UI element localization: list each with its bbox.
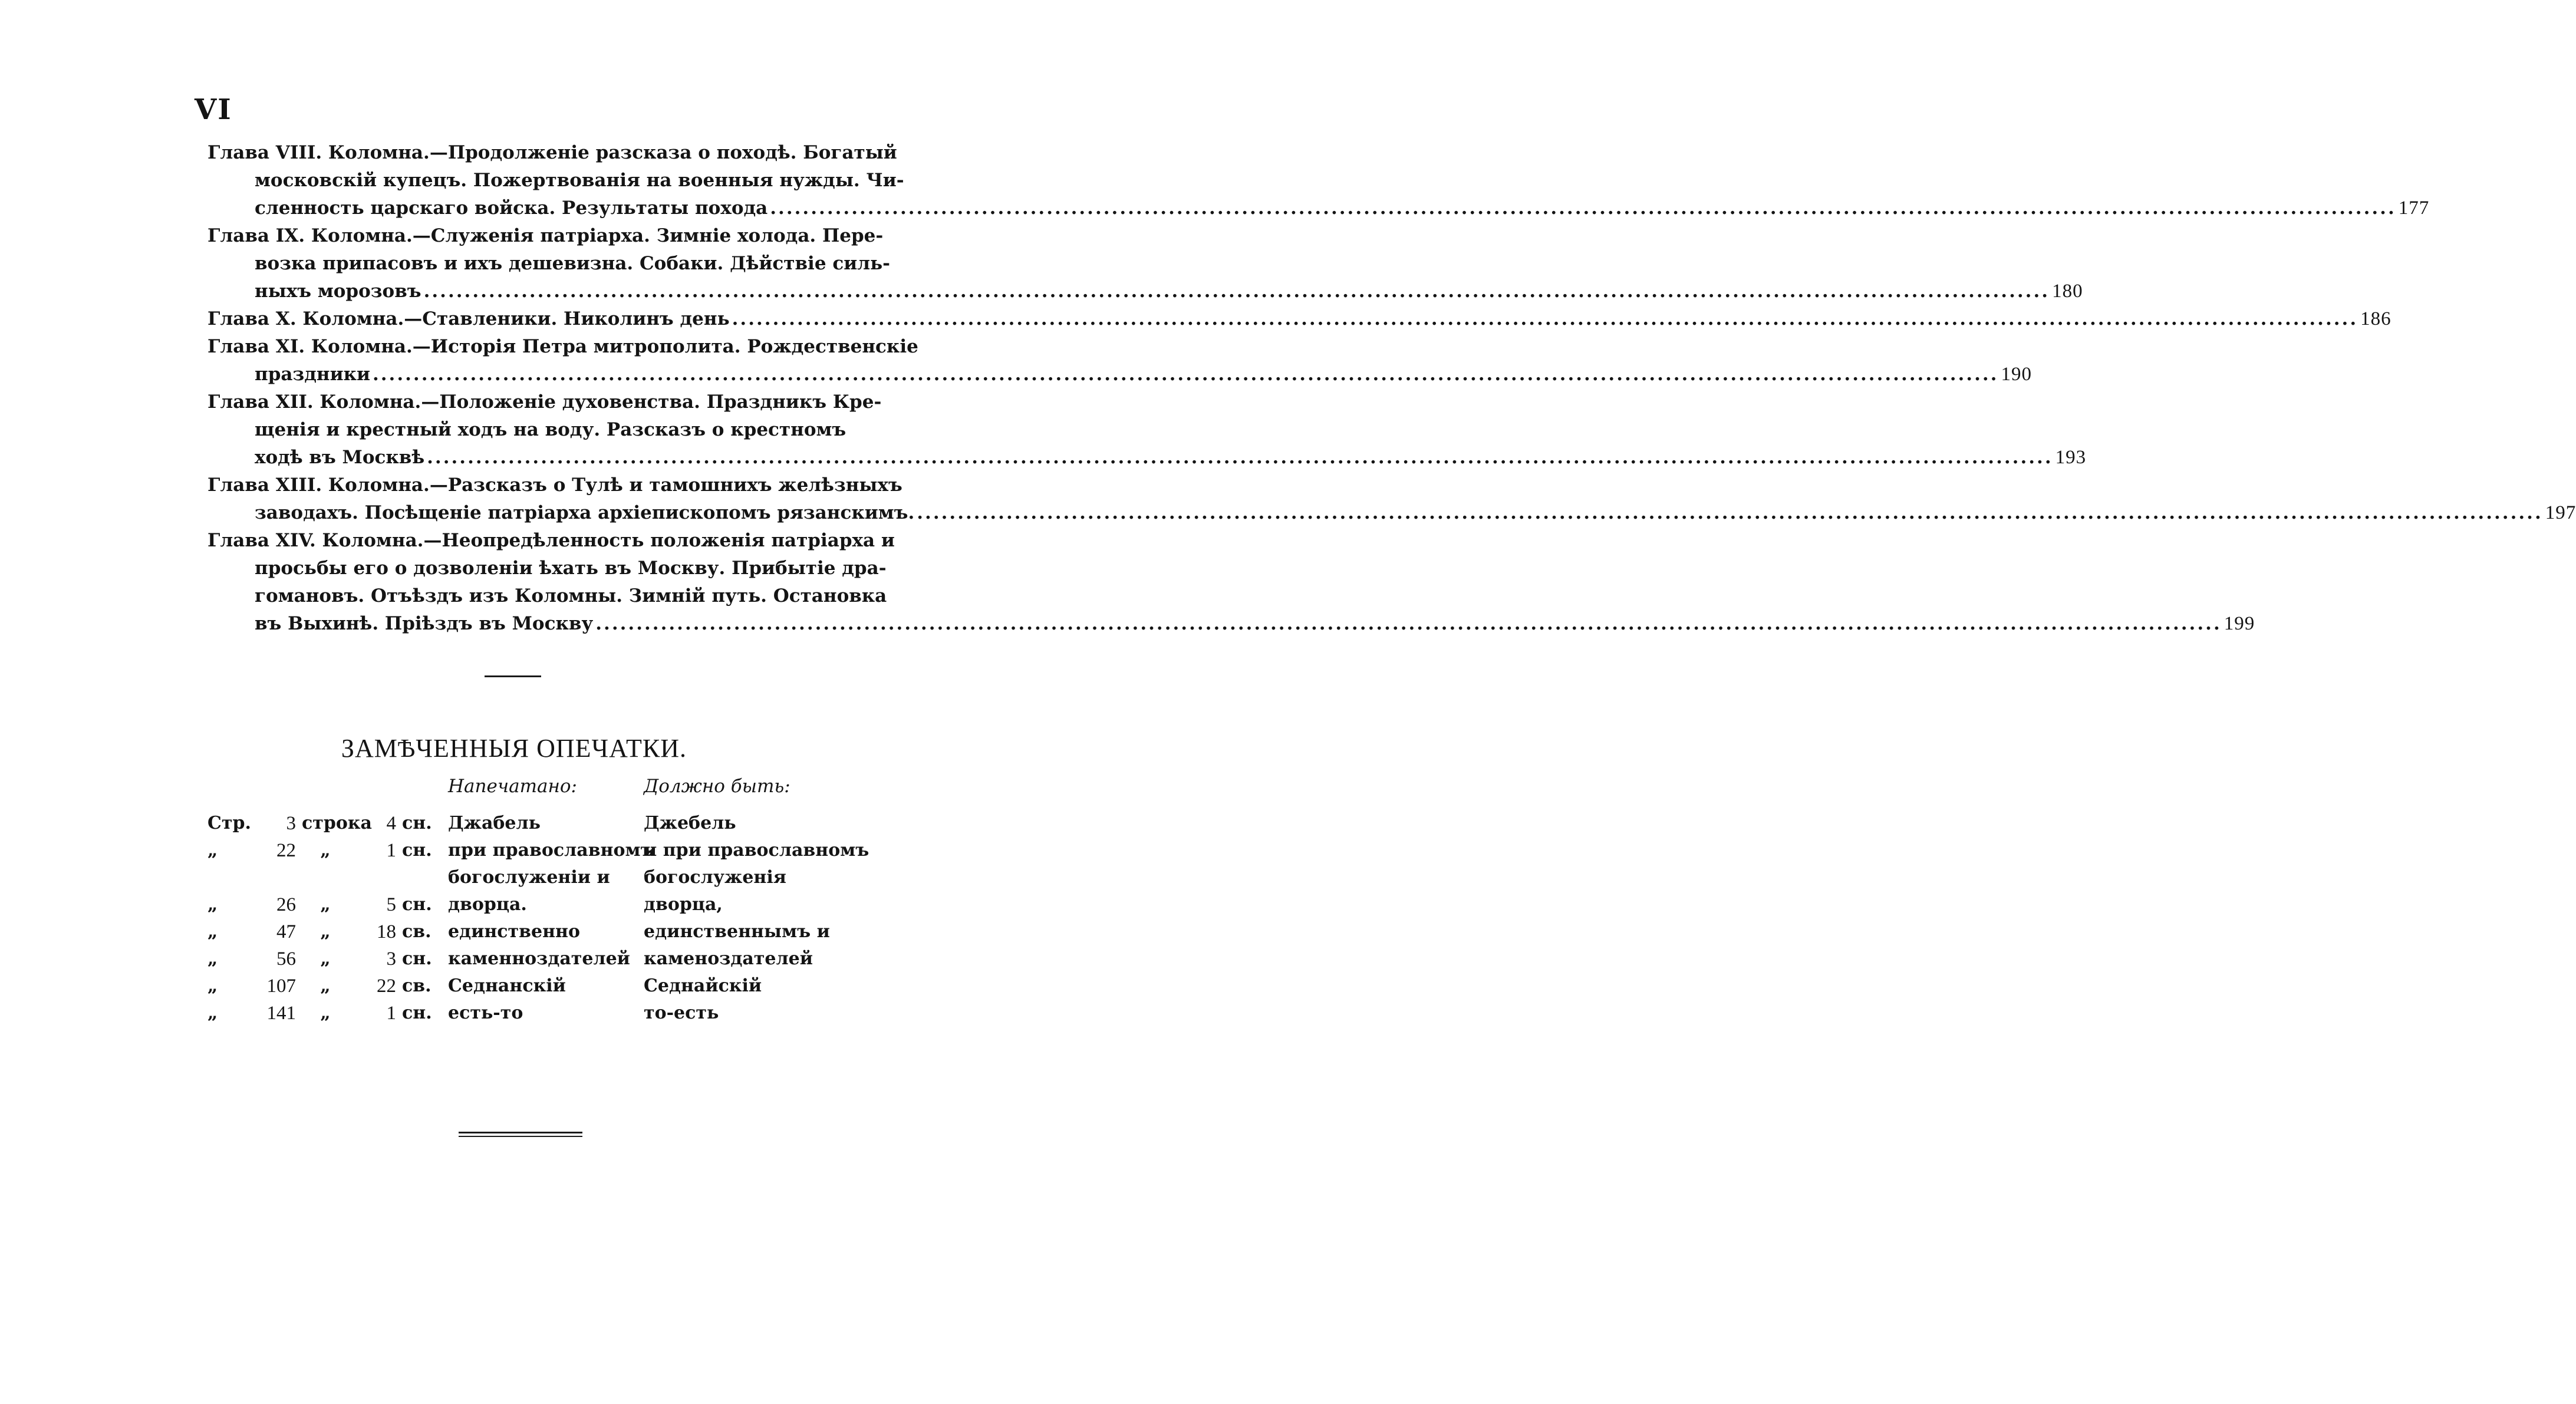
dot-leader: ........................................................................................................................................................................................................ [917, 502, 2543, 523]
toc-line [207, 527, 895, 555]
end-rule-bottom [459, 1136, 582, 1137]
toc-line-text: гомановъ. Отъѣздъ изъ Коломны. Зимній путь. Остановка [255, 585, 887, 607]
errata-correct: то-есть [644, 1003, 719, 1023]
toc-line-text: московскій купецъ. Пожертвованія на военныя нужды. Чи- [255, 170, 904, 191]
errata-table [207, 810, 869, 1027]
toc-entry [207, 388, 2087, 472]
errata-page: 107 [266, 975, 296, 997]
errata-dir: сн. [402, 948, 432, 969]
errata-printed: Седнанскій [448, 975, 566, 996]
errata-prefix: „ [207, 894, 218, 915]
toc-page-number: 190 [2001, 364, 2032, 385]
errata-correct: каменоздателей [644, 948, 813, 969]
errata-line: 5 [386, 894, 396, 915]
toc-line-text: Глава XII. Коломна.—Положеніе духовенства. Праздникъ Кре- [207, 391, 882, 413]
toc-line-text: ныхъ морозовъ [255, 281, 421, 302]
toc-line-text: Глава VIII. Коломна.—Продолженіе разсказа о походѣ. Богатый [207, 142, 897, 163]
errata-row [207, 973, 844, 1000]
errata-printed: каменноздателей [448, 948, 630, 969]
toc-line [207, 195, 2430, 222]
toc-line-text: праздники [255, 364, 370, 385]
errata-word: „ [320, 921, 331, 942]
toc-line [207, 499, 2576, 527]
errata-line: 4 [386, 813, 396, 834]
toc-line-text: ходѣ въ Москвѣ [255, 447, 425, 468]
errata-prefix: „ [207, 975, 218, 996]
toc-line-text: щенія и крестный ходъ на воду. Разсказъ о крестномъ [255, 419, 846, 440]
toc-line-text: заводахъ. Посѣщеніе патріарха архіепископомъ рязанскимъ. [255, 502, 915, 523]
errata-prefix: „ [207, 840, 218, 861]
toc-page-number: 177 [2398, 197, 2430, 219]
errata-dir: сн. [402, 894, 432, 915]
toc-line [207, 582, 887, 610]
errata-correct: и при православномъ [644, 840, 869, 861]
table-of-contents [207, 139, 2576, 638]
errata-word: „ [320, 975, 331, 996]
errata-word: „ [320, 948, 331, 969]
errata-printed: богослуженіи и [448, 867, 610, 888]
toc-line [207, 444, 2087, 472]
errata-dir: сн. [402, 840, 432, 861]
toc-line-text: въ Выхинѣ. Пріѣздъ въ Москву [255, 613, 594, 634]
toc-line [207, 305, 2391, 333]
errata-page: 56 [276, 948, 296, 970]
errata-prefix: Стр. [207, 813, 251, 833]
toc-line [207, 555, 887, 582]
errata-page: 47 [276, 921, 296, 942]
toc-line [207, 278, 2083, 305]
errata-row [207, 864, 844, 891]
errata-prefix: „ [207, 921, 218, 942]
errata-printed: дворца. [448, 894, 527, 915]
section-divider [485, 675, 541, 677]
errata-dir: сн. [402, 1003, 432, 1023]
errata-line: 1 [386, 840, 396, 861]
toc-page-number: 197 [2545, 502, 2576, 523]
toc-line [207, 388, 882, 416]
toc-line [207, 361, 2032, 388]
errata-printed: единственно [448, 921, 581, 942]
toc-line [207, 222, 884, 250]
toc-line [207, 139, 897, 167]
toc-line [207, 167, 904, 195]
errata-dir: сн. [402, 813, 432, 833]
errata-correct: Седнайскій [644, 975, 762, 996]
toc-line [207, 333, 918, 361]
errata-word: „ [320, 1003, 331, 1023]
toc-page-number: 199 [2223, 613, 2255, 634]
toc-entry [207, 333, 2032, 388]
errata-page: 22 [276, 840, 296, 861]
errata-correct: Джебель [644, 813, 736, 833]
errata-printed: есть-то [448, 1003, 523, 1023]
toc-line-text: Глава XIV. Коломна.—Неопредѣленность положенія патріарха и [207, 530, 895, 551]
toc-line-text: возка припасовъ и ихъ дешевизна. Собаки. Дѣйствіе силь- [255, 253, 890, 274]
errata-page: 141 [266, 1003, 296, 1024]
header-correct: Должно быть: [644, 776, 790, 797]
page-number: VI [195, 93, 232, 126]
errata-page: 26 [276, 894, 296, 915]
errata-correct: богослуженія [644, 867, 786, 888]
errata-dir: св. [402, 921, 431, 942]
errata-row [207, 945, 844, 973]
errata-title: ЗАМѢЧЕННЫЯ ОПЕЧАТКИ. [341, 734, 687, 763]
errata-page: 3 [286, 813, 296, 834]
toc-line [207, 610, 2255, 638]
toc-line-text: Глава XI. Коломна.—Исторія Петра митрополита. Рождественскіе [207, 336, 918, 357]
toc-page-number: 180 [2052, 281, 2083, 302]
dot-leader: ........................................................................................................................................................................................................ [595, 613, 2222, 634]
errata-prefix: „ [207, 948, 218, 969]
errata-line: 18 [377, 921, 396, 942]
errata-row [207, 891, 844, 918]
end-rule-top [459, 1132, 582, 1133]
dot-leader: ........................................................................................................................................................................................................ [770, 197, 2396, 219]
errata-line: 3 [386, 948, 396, 970]
toc-entry [207, 527, 2255, 638]
toc-page-number: 193 [2055, 447, 2087, 468]
errata-line: 22 [377, 975, 396, 997]
dot-leader: ........................................................................................................................................................................................................ [732, 308, 2358, 329]
toc-line-text: Глава X. Коломна.—Ставленики. Николинъ день [207, 308, 730, 329]
errata-row [207, 837, 869, 864]
toc-line-text: Глава IX. Коломна.—Служенія патріарха. Зимніе холода. Пере- [207, 225, 884, 246]
toc-entry [207, 139, 2430, 222]
dot-leader: ........................................................................................................................................................................................................ [372, 364, 1999, 385]
errata-correct: единственнымъ и [644, 921, 830, 942]
dot-leader: ........................................................................................................................................................................................................ [427, 447, 2053, 468]
toc-line [207, 250, 890, 278]
errata-row [207, 810, 844, 837]
toc-line [207, 416, 846, 444]
errata-word: „ [320, 894, 331, 915]
toc-line [207, 472, 902, 499]
toc-line-text: просьбы его о дозволеніи ѣхать въ Москву. Прибытіе дра- [255, 558, 887, 579]
errata-printed: Джабель [448, 813, 541, 833]
errata-printed: при православномъ [448, 840, 654, 861]
toc-entry [207, 222, 2083, 305]
toc-entry [207, 472, 2576, 527]
toc-line-text: Глава XIII. Коломна.—Разсказъ о Тулѣ и тамошнихъ желѣзныхъ [207, 474, 902, 496]
errata-word: строка [302, 813, 372, 833]
errata-row [207, 918, 844, 945]
errata-word: „ [320, 840, 331, 861]
errata-correct: дворца, [644, 894, 723, 915]
errata-dir: св. [402, 975, 431, 996]
errata-row [207, 1000, 844, 1027]
dot-leader: ........................................................................................................................................................................................................ [423, 281, 2050, 302]
errata-prefix: „ [207, 1003, 218, 1023]
toc-page-number: 186 [2360, 308, 2391, 329]
header-printed: Напечатано: [448, 776, 577, 797]
toc-line-text: сленность царскаго войска. Результаты похода [255, 197, 768, 219]
errata-line: 1 [386, 1003, 396, 1024]
toc-entry [207, 305, 2391, 333]
